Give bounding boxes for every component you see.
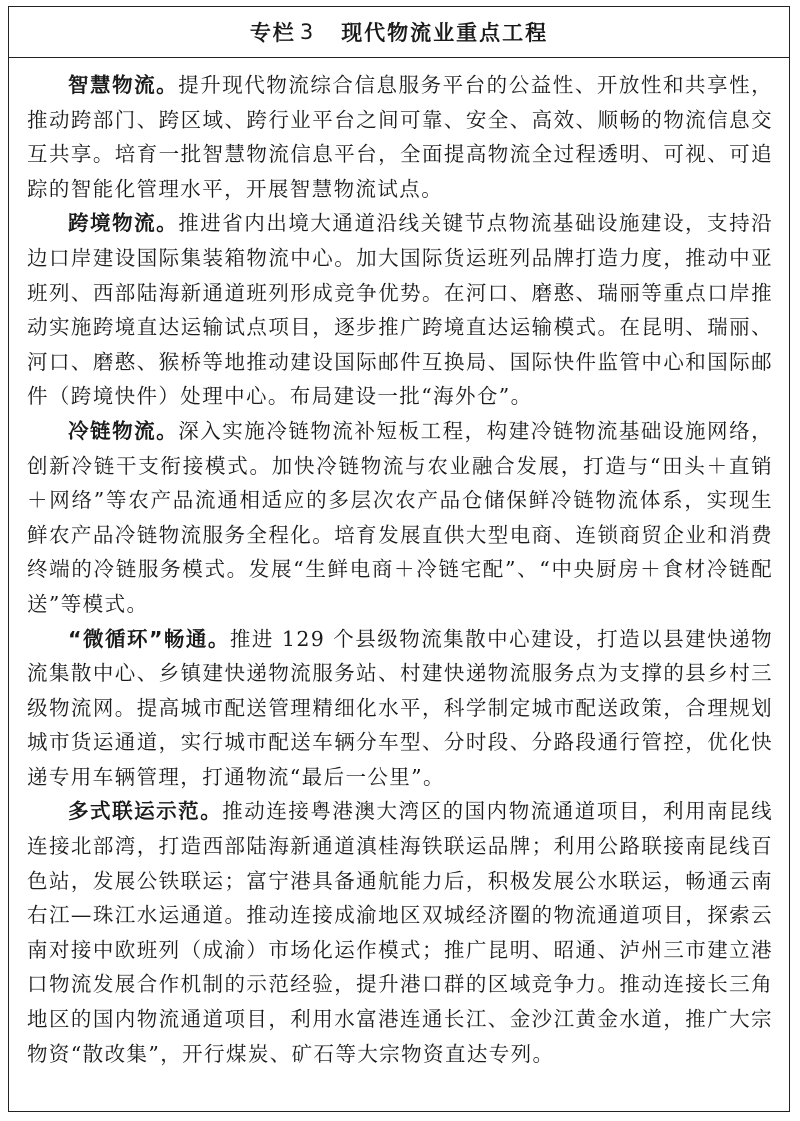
- paragraph-text: 提升现代物流综合信息服务平台的公益性、开放性和共享性，推动跨部门、跨区域、跨行业平台之间可靠、安全、高效、顺畅的物流信息交互共享。培育一批智慧物流信息平台，全面提高物流全过程透明、可视、可追踪的智能化管理水平，开展智慧物流试点。: [27, 73, 773, 201]
- paragraph-text: 推动连接粤港澳大湾区的国内物流通道项目，利用南昆线连接北部湾，打造西部陆海新通道滇桂海铁联运品牌；利用公路联接南昆线百色站，发展公铁联运；富宁港具备通航能力后，积极发展公水联运，畅通云南右江—珠江水运通道。推动连接成渝地区双城经济圈的物流通道项目，探索云南对接中欧班列（成渝）市场化运作模式；推广昆明、昭通、泸州三市建立港口物流发展合作机制的示范经验，提升港口群的区域竞争力。推动连接长三角地区的国内物流通道项目，利用水富港连通长江、金沙江黄金水道，推广大宗物资“散改集”，开行煤炭、矿石等大宗物资直达专列。: [27, 799, 773, 1066]
- feature-box: [8, 6, 790, 1112]
- paragraph-lead: 多式联运示范。: [68, 799, 223, 824]
- box-content: [9, 58, 789, 1071]
- paragraph-cross-border-logistics: [27, 206, 773, 414]
- header-label: 专栏: [249, 21, 296, 45]
- paragraph-multimodal-transport: [27, 794, 773, 1071]
- paragraph-lead: 冷链物流。: [68, 418, 179, 443]
- paragraph-text: 推进 129 个县级物流集散中心建设，打造以县建快递物流集散中心、乡镇建快递物流服务站、村建快递物流服务点为支撑的县乡村三级物流网。提高城市配送管理精细化水平，科学制定城市配送政策，合理规划城市货运通道，实行城市配送车辆分车型、分时段、分路段通行管控，优化快递专用车辆管理，打通物流“最后一公里”。: [27, 626, 773, 789]
- header-number: 3: [299, 20, 316, 44]
- paragraph-micro-circulation: [27, 622, 773, 795]
- header-title: 现代物流业重点工程: [341, 21, 549, 45]
- paragraph-lead: 智慧物流。: [68, 73, 179, 97]
- paragraph-text: 推进省内出境大通道沿线关键节点物流基础设施建设，支持沿边口岸建设国际集装箱物流中心。加大国际货运班列品牌打造力度，推动中亚班列、西部陆海新通道班列形成竞争优势。在河口、磨憨、瑞丽等重点口岸推动实施跨境直达运输试点项目，逐步推广跨境直达运输模式。在昆明、瑞丽、河口、磨憨、猴桥等地推动建设国际邮件互换局、国际快件监管中心和国际邮件（跨境快件）处理中心。布局建设一批“海外仓”。: [27, 211, 773, 409]
- paragraph-text: 深入实施冷链物流补短板工程，构建冷链物流基础设施网络，创新冷链干支衔接模式。加快冷链物流与农业融合发展，打造与“田头＋直销＋网络”等农产品流通相适应的多层次农产品仓储保鲜冷链物流体系，实现生鲜农产品冷链物流服务全程化。培育发展直供大型电商、连锁商贸企业和消费终端的冷链服务模式。发展“生鲜电商＋冷链宅配”、“中央厨房＋食材冷链配送”等模式。: [27, 418, 773, 616]
- paragraph-cold-chain-logistics: [27, 414, 773, 622]
- paragraph-lead: “微循环”畅通。: [68, 626, 230, 651]
- box-header: [9, 7, 789, 58]
- paragraph-smart-logistics: [27, 68, 773, 206]
- paragraph-lead: 跨境物流。: [68, 211, 179, 236]
